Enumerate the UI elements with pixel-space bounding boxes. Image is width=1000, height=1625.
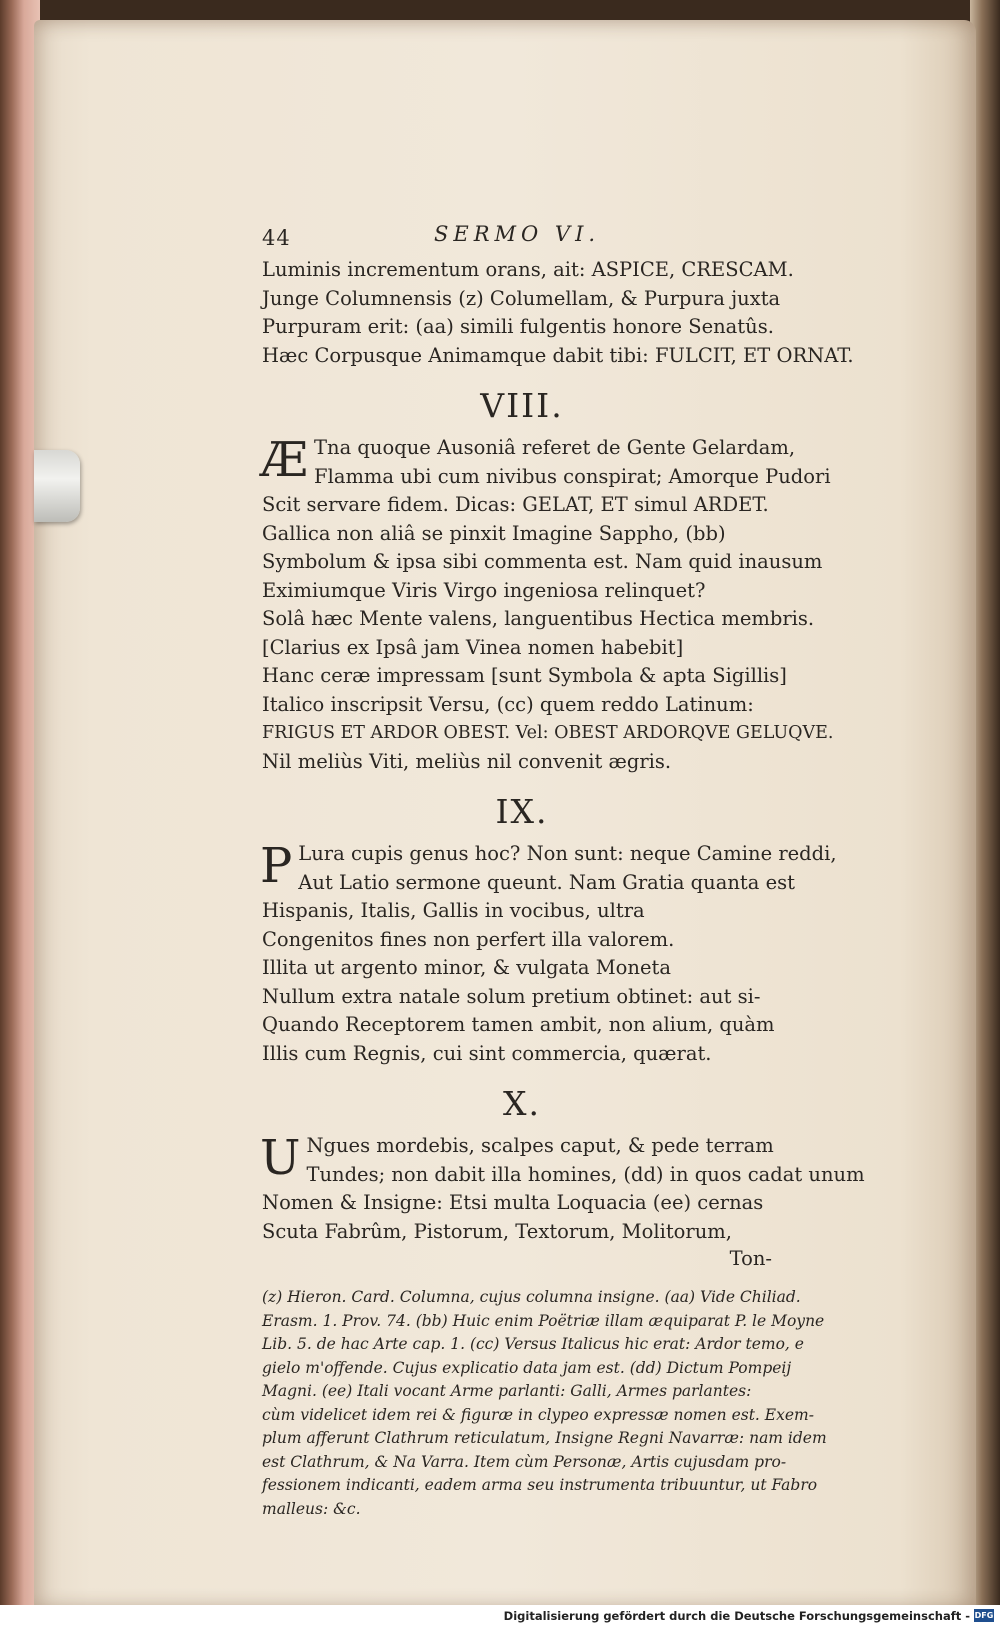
drop-cap: P: [260, 838, 293, 894]
verse-line: Scuta Fabrûm, Pistorum, Textorum, Molitorum,: [262, 1219, 732, 1243]
footnote-line: Magni. (ee) Itali vocant Arme parlanti: Galli, Armes parlantes:: [262, 1382, 752, 1400]
footnote-line: (z) Hieron. Card. Columna, cujus columna insigne. (aa) Vide Chiliad.: [262, 1288, 801, 1306]
verse-line: Aut Latio sermone queunt. Nam Gratia quanta est: [298, 870, 795, 894]
verse-line: Congenitos fines non perfert illa valorem.: [262, 927, 675, 951]
section-opening: [260, 838, 837, 897]
verse-line: Symbolum & ipsa sibi commenta est. Nam quid inausum: [262, 550, 823, 573]
footnote-line: gielo m'offende. Cujus explicatio data jam est. (dd) Dictum Pompeij: [262, 1358, 792, 1377]
section-ix: [260, 790, 837, 1068]
verse-line: Illita ut argento minor, & vulgata Moneta: [262, 956, 671, 979]
section-heading: IX.: [495, 792, 549, 831]
section-opening: [260, 432, 831, 491]
section-viii: [260, 384, 834, 776]
footnote-line: plum afferunt Clathrum reticulatum, Insigne Regni Navarræ: nam idem: [262, 1429, 827, 1447]
drop-cap: Æ: [260, 432, 309, 488]
funding-notice: Digitalisierung gefördert durch die Deutsche Forschungsgemeinschaft -: [503, 1609, 970, 1623]
page-number: 44: [262, 226, 291, 250]
verse-line: Tna quoque Ausoniâ referet de Gente Gelardam,: [314, 436, 796, 459]
running-head: [262, 222, 782, 256]
footnote-line: malleus: &c.: [262, 1499, 361, 1518]
footnote-line: Erasm. 1. Prov. 74. (bb) Huic enim Poëtriæ illam æquiparat P. le Moyne: [262, 1311, 825, 1330]
page-text: [260, 222, 865, 1521]
section-heading: X.: [503, 1084, 541, 1123]
footnotes: [262, 1286, 827, 1521]
verse-line: Hæc Corpusque Animamque dabit tibi: FULCIT, ET ORNAT.: [262, 343, 854, 367]
page-clip: [34, 450, 80, 522]
verse-line: [Clarius ex Ipsâ jam Vinea nomen habebit]: [262, 635, 684, 659]
footnote-line: est Clathrum, & Na Varra. Item cùm Personæ, Artis cujusdam pro-: [262, 1452, 787, 1471]
verse-line: Solâ hæc Mente valens, languentibus Hectica membris.: [262, 607, 815, 630]
running-title: SERMO VI.: [434, 222, 601, 246]
verse-line: Eximiumque Viris Virgo ingeniosa relinquet?: [262, 578, 706, 602]
verse-line: Hanc ceræ impressam [sunt Symbola & apta Sigillis]: [262, 664, 787, 687]
verse-line: Italico inscripsit Versu, (cc) quem reddo Latinum:: [262, 692, 754, 716]
verse-line: Tundes; non dabit illa homines, (dd) in quos cadat unum: [306, 1162, 865, 1186]
footnote-line: Lib. 5. de hac Arte cap. 1. (cc) Versus Italicus hic erat: Ardor temo, e: [262, 1335, 804, 1353]
verse-line: FRIGUS ET ARDOR OBEST. Vel: OBEST ARDORQVE GELUQVE.: [262, 723, 834, 743]
verse-line: Hispanis, Italis, Gallis in vocibus, ultra: [262, 899, 645, 922]
section-x: [260, 1082, 865, 1246]
drop-cap: U: [260, 1130, 301, 1186]
dfg-logo-icon: DFG: [974, 1611, 994, 1620]
footer-bar: [0, 1605, 1000, 1625]
verse-line: Purpuram erit: (aa) simili fulgentis honore Senatûs.: [262, 315, 774, 338]
verse-line: Quando Receptorem tamen ambit, non alium, quàm: [262, 1013, 775, 1036]
verse-line: Scit servare fidem. Dicas: GELAT, ET simul ARDET.: [262, 493, 769, 516]
intro-verse: [262, 256, 854, 370]
catchword: Ton-: [729, 1247, 772, 1270]
verse-line: Flamma ubi cum nivibus conspirat; Amorque Pudori: [314, 464, 831, 488]
verse-line: Nomen & Insigne: Etsi multa Loquacia (ee) cernas: [262, 1191, 764, 1214]
verse-line: Illis cum Regnis, cui sint commercia, quærat.: [262, 1041, 712, 1065]
verse-line: Ngues mordebis, scalpes caput, & pede terram: [306, 1134, 774, 1157]
section-opening: [260, 1130, 865, 1189]
verse-line: Nullum extra natale solum pretium obtinet: aut si-: [262, 984, 761, 1008]
footnote-line: fessionem indicanti, eadem arma seu instrumenta tribuuntur, ut Fabro: [262, 1476, 818, 1494]
section-heading: VIII.: [480, 386, 564, 425]
verse-line: Junge Columnensis (z) Columellam, & Purpura juxta: [262, 286, 781, 310]
verse-line: Gallica non aliâ se pinxit Imagine Sappho, (bb): [262, 521, 726, 545]
footnote-line: cùm videlicet idem rei & figuræ in clypeo expressæ nomen est. Exem-: [262, 1405, 814, 1424]
verse-line: Lura cupis genus hoc? Non sunt: neque Camine reddi,: [298, 842, 837, 865]
verse-line: Luminis incrementum orans, ait: ASPICE, CRESCAM.: [262, 258, 794, 281]
verse-line: Nil meliùs Viti, meliùs nil convenit ægris.: [262, 749, 672, 773]
